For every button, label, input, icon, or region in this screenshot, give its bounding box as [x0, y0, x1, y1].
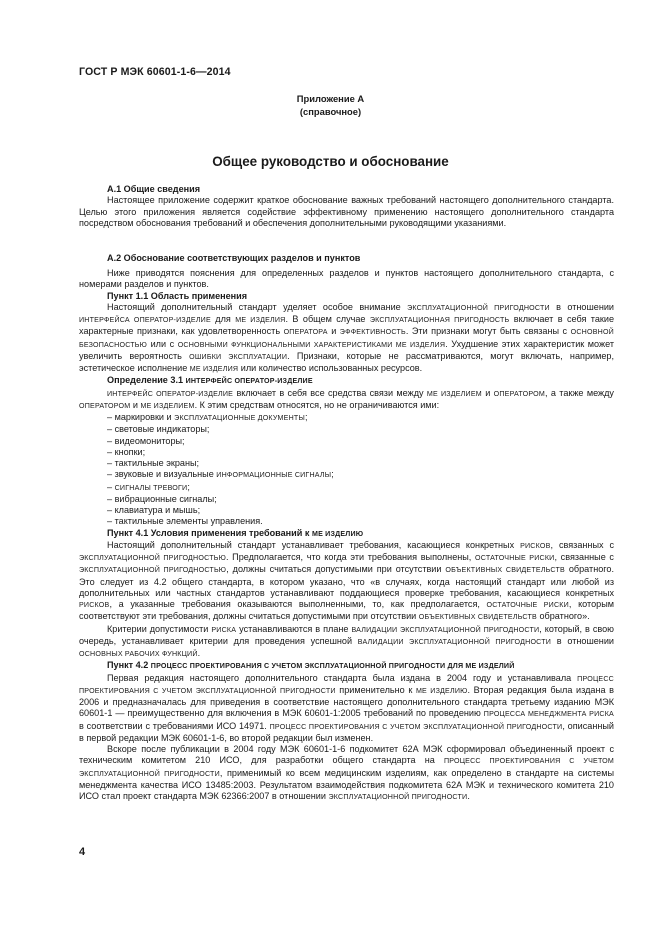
list-item: – тактильные экраны;	[107, 458, 200, 468]
interface-means-list	[79, 412, 614, 528]
clause-heading: Пункт 1.1 Область применения	[107, 290, 248, 301]
section-heading: А.1 Общие сведения	[107, 184, 201, 194]
annex-title: Общее руководство и обоснование	[212, 154, 449, 169]
paragraph: Настоящий дополнительный стандарт уделяет особое внимание ЭКСПЛУАТАЦИОННОЙ ПРИГОДНОСТИ в отношении ИНТЕРФЕЙСА ОПЕРАТОР-ИЗДЕЛИЕ для МЕ ИЗДЕЛИЯ. В общем случае ЭКСПЛУАТАЦИОННАЯ ПРИГОДНОСТЬ включает в себя такие характерные признаки, как удовлетворенность ОПЕРАТОРА и ЭФФЕКТИВНОСТЬ. Эти признаки могут быть связаны с ОСНОВНОЙ БЕЗОПАСНОСТЬЮ или с ОСНОВНЫМИ ФУНКЦИОНАЛЬНЫМИ ХАРАКТЕРИСТИКАМИ МЕ ИЗДЕЛИЯ. Ухудшение этих характеристик может увеличить вероятность ОШИБКИ ЭКСПЛУАТАЦИИ. Признаки, которые не рассматриваются, могут включать, например, эстетическое исполнение МЕ ИЗДЕЛИЯ или количество использованных ресурсов.	[79, 301, 615, 373]
list-item: – световые индикаторы;	[107, 424, 210, 435]
paragraph: Настоящий дополнительный стандарт устанавливает требования, касающиеся конкретных РИСКОВ, связанных с ЭКСПЛУАТАЦИОННОЙ ПРИГОДНОСТЬЮ. Предполагается, что когда эти требования выполнены, ОСТАТОЧНЫЕ РИСКИ, связанные с ЭКСПЛУАТАЦИОННОЙ ПРИГОДНОСТЬЮ, должны считаться допустимыми при отсутствии ОБЪЕКТИВНЫХ СВИДЕТЕЛЬСТВ обратного. Это следует из 4.2 общего стандарта, в котором указано, что «в случаях, когда настоящий стандарт или любой из дополнительных или частных стандартов устанавливают поддающиеся проверке требования, касающиеся конкретных РИСКОВ, а указанные требования оказываются выполненными, то, как предполагается, ОСТАТОЧНЫЕ РИСКИ, которым соответствуют эти требования, должны считаться допустимыми при отсутствии ОБЪЕКТИВНЫХ СВИДЕТЕЛЬСТВ обратного».	[79, 539, 614, 622]
list-item: – клавиатура и мышь;	[107, 505, 201, 515]
list-item: – видеомониторы;	[107, 435, 185, 446]
paragraph: Первая редакция настоящего дополнительного стандарта была издана в 2004 году и устанавливала ПРОЦЕСС ПРОЕКТИРОВАНИЯ С УЧЕТОМ ЭКСПЛУАТАЦИОННОЙ ПРИГОДНОСТИ применительно к МЕ ИЗДЕЛИЮ. Вторая редакция была издана в 2006 и предназначалась для приведения в соответствие настоящего дополнительного стандарта третьему изданию МЭК 60601-1 — преимущественно для включения в МЭК 60601-1:2005 требований по проведению ПРОЦЕССА МЕНЕДЖМЕНТА РИСКА в соответствии с требованиями ИСО 14971. ПРОЦЕСС ПРОЕКТИРОВАНИЯ С УЧЕТОМ ЭКСПЛУАТАЦИОННОЙ ПРИГОДНОСТИ, описанный в первой редакции МЭК 60601-1-6, во второй редакции был изменен.	[79, 672, 615, 743]
clause-heading: Определение 3.1 ИНТЕРФЕЙС ОПЕРАТОР-ИЗДЕЛИЕ	[107, 375, 313, 386]
list-item: – маркировки и ЭКСПЛУАТАЦИОННЫЕ ДОКУМЕНТЫ;	[107, 412, 308, 422]
list-item: – СИГНАЛЫ ТРЕВОГИ;	[107, 481, 190, 492]
annex-type: (справочное)	[299, 106, 362, 117]
section-a2	[79, 253, 614, 264]
list-item: – тактильные элементы управления.	[107, 516, 263, 527]
paragraph: Настоящее приложение содержит краткое обоснование важных требований настоящего дополнительного стандарта. Целью этого приложения является содействие эффективному применению настоящего дополнительного стандарта посредством обоснования требований и обеспечения дополнительными руководящими указаниями.	[79, 195, 614, 228]
clause-heading: Пункт 4.1 Условия применения требований к МЕ ИЗДЕЛИЮ	[107, 527, 364, 538]
clause-heading: Пункт 4.2 ПРОЦЕСС ПРОЕКТИРОВАНИЯ С УЧЕТОМ ЭКСПЛУАТАЦИОННОЙ ПРИГОДНОСТИ ДЛЯ МЕ ИЗДЕЛИЙ	[107, 660, 515, 671]
paragraph: Критерии допустимости РИСКА устанавливаются в плане ВАЛИДАЦИИ ЭКСПЛУАТАЦИОННОЙ ПРИГОДНОСТИ, который, в свою очередь, устанавливает критерии для проведения успешной ВАЛИДАЦИИ ЭКСПЛУАТАЦИОННОЙ ПРИГОДНОСТИ в отношении ОСНОВНЫХ РАБОЧИХ ФУНКЦИЙ.	[79, 623, 614, 658]
list-item: – звуковые и визуальные ИНФОРМАЦИОННЫЕ СИГНАЛЫ;	[107, 469, 334, 480]
paragraph: ИНТЕРФЕЙС ОПЕРАТОР-ИЗДЕЛИЕ включает в себя все средства связи между МЕ ИЗДЕЛИЕМ и ОПЕРАТОРОМ, а также между ОПЕРАТОРОМ и МЕ ИЗДЕЛИЕМ. К этим средствам относятся, но не ограничиваются ими:	[79, 387, 614, 410]
page-number: 4	[79, 846, 86, 858]
section-a1	[79, 184, 614, 229]
paragraph: Вскоре после публикации в 2004 году МЭК 60601-1-6 подкомитет 62А МЭК сформировал объединенный проект с техническим комитетом 210 ИСО, для разработки общего стандарта на ПРОЦЕСС ПРОЕКТИРОВАНИЯ С УЧЕТОМ ЭКСПЛУАТАЦИОННОЙ ПРИГОДНОСТИ, применимый ко всем медицинским изделиям, как определено в стандарте на системы менеджмента качества ИСО 13485:2003. Результатом взаимодействия подкомитета 62А МЭК и технического комитета 210 ИСО стал проект стандарта МЭК 62366:2007 в отношении ЭКСПЛУАТАЦИОННОЙ ПРИГОДНОСТИ.	[79, 744, 615, 801]
paragraph: Ниже приводятся пояснения для определенных разделов и пунктов настоящего дополнительного стандарта, с номерами разделов и пунктов.	[79, 268, 614, 290]
section-a2-body	[79, 268, 614, 803]
section-heading: А.2 Обоснование соответствующих разделов и пунктов	[107, 253, 361, 263]
list-item: – вибрационные сигналы;	[107, 493, 217, 504]
annex-label: Приложение А	[296, 93, 365, 104]
document-code-header: ГОСТ Р МЭК 60601-1-6—2014	[79, 66, 231, 78]
list-item: – кнопки;	[107, 446, 146, 457]
